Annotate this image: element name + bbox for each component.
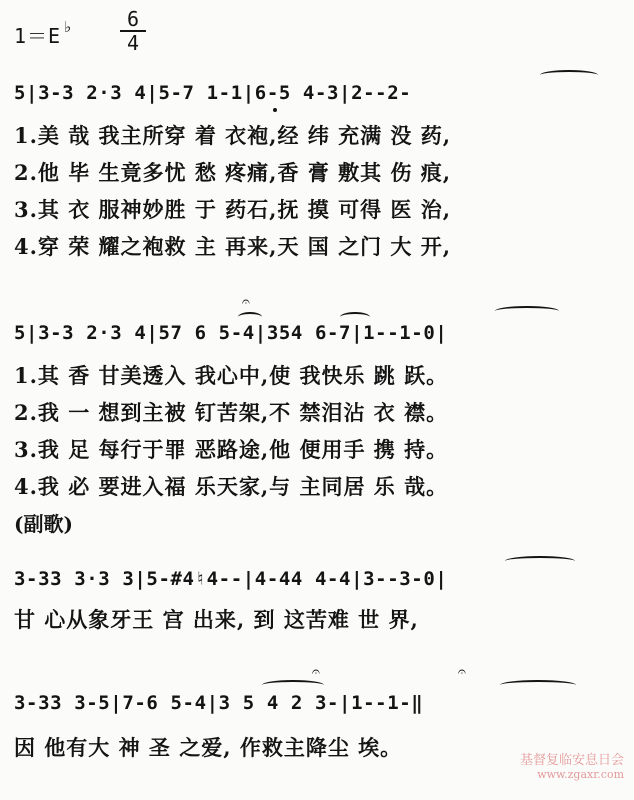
fermata-icon: 𝄐 — [312, 664, 320, 680]
time-numerator: 6 — [126, 7, 140, 31]
verse-a-lyric-3: 3.其 衣 服神妙胜 于 药石,抚 摸 可得 医 治, — [14, 197, 452, 222]
slur-mark — [540, 70, 598, 80]
chorus-line1-lyric: 甘 心从象牙王 宫 出来, 到 这苦难 世 界, — [14, 607, 419, 632]
slur-mark — [340, 312, 370, 322]
watermark-text: 基督复临安息日会 — [519, 753, 624, 768]
verse-a-notes: 5|3-3 2·3 4|5-7 1-1|6-5 4-3|2--2- — [14, 82, 412, 104]
verse-b-lyric-2: 2.我 一 想到主被 钉苦架,不 禁泪沾 衣 襟。 — [14, 400, 449, 425]
verse-b-lyric-3: 3.我 足 每行于罪 恶路途,他 便用手 携 持。 — [14, 437, 449, 462]
slur-mark — [505, 556, 575, 566]
slur-mark — [262, 680, 324, 690]
chorus-line2-notes: 3-33 3-5|7-6 5-4|3 5 4 2 3-|1--1-‖ — [14, 692, 424, 714]
verse-a-lyric-2: 2.他 毕 生竟多忧 愁 疼痛,香 膏 敷其 伤 痕, — [14, 160, 452, 185]
octave-dot — [273, 108, 277, 112]
fermata-icon: 𝄐 — [242, 294, 250, 310]
slur-mark — [238, 312, 262, 322]
verse-b-notes: 5|3-3 2·3 4|57 6 5-4|354 6-7|1--1-0| — [14, 322, 448, 344]
chorus-line2-lyric: 因 他有大 神 圣 之爱, 作救主降尘 埃。 — [14, 735, 403, 760]
chorus-line1-notes: 3-33 3·3 3|5-#4♮4--|4-44 4-4|3--3-0| — [14, 568, 448, 590]
watermark — [520, 754, 624, 782]
fermata-icon: 𝄐 — [458, 664, 466, 680]
key-label: 1＝E — [14, 24, 62, 48]
chorus-label: (副歌) — [14, 512, 73, 536]
key-signature — [14, 20, 61, 49]
watermark-url: www.zgaxr.com — [537, 768, 624, 781]
verse-a-lyric-4: 4.穿 荣 耀之袍救 主 再来,天 国 之门 大 开, — [14, 234, 452, 259]
slur-mark — [495, 306, 559, 316]
slur-mark — [500, 680, 576, 690]
flat-sign: ♭ — [64, 18, 72, 36]
time-denominator: 4 — [120, 30, 146, 54]
verse-b-lyric-4: 4.我 必 要进入福 乐天家,与 主同居 乐 哉。 — [14, 474, 449, 499]
time-signature — [120, 8, 146, 54]
verse-b-lyric-1: 1.其 香 甘美透入 我心中,使 我快乐 跳 跃。 — [14, 363, 449, 388]
verse-a-lyric-1: 1.美 哉 我主所穿 着 衣袍,经 纬 充满 没 药, — [14, 123, 452, 148]
